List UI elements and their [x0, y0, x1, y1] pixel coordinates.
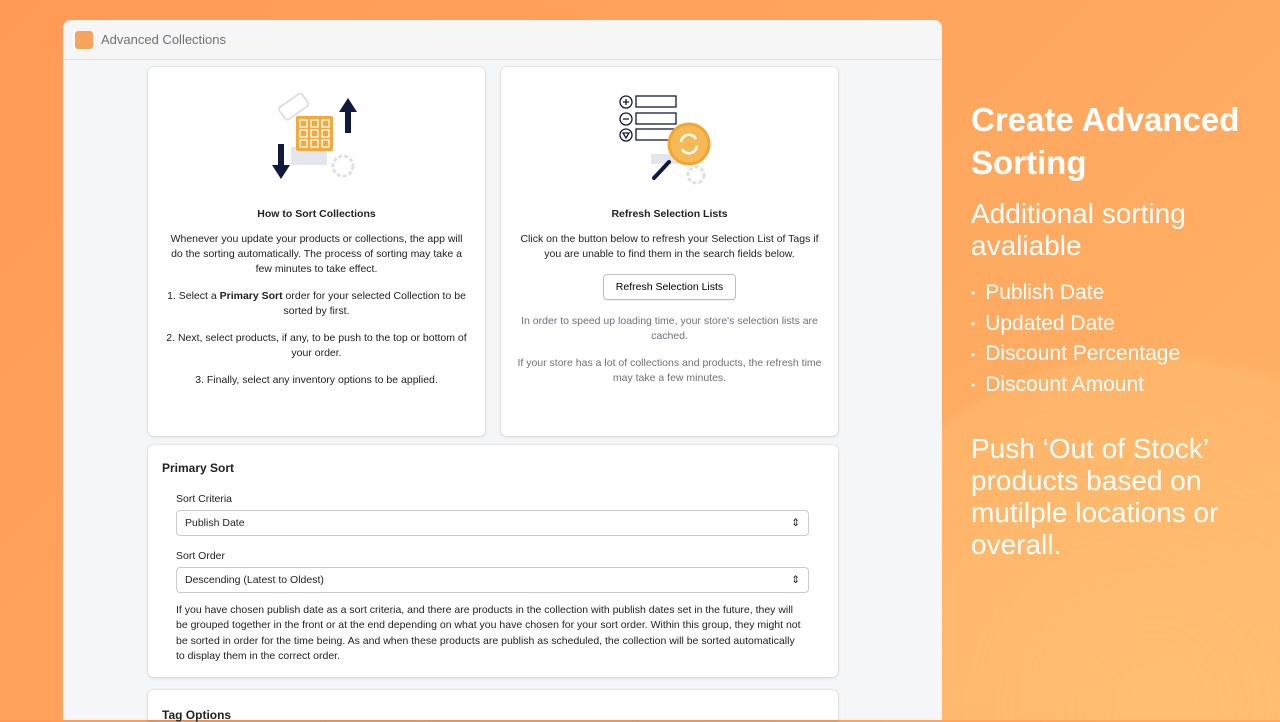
sort-step-2: 2. Next, select products, if any, to be push to the top or bottom of your order.: [166, 332, 467, 359]
tag-options-title: Tag Options: [162, 708, 232, 722]
primary-sort-card: [148, 445, 838, 677]
tag-options-card: [148, 690, 838, 720]
refresh-note-time: If your store has a lot of collections and products, the refresh time may take a few minutes.: [517, 357, 822, 384]
feature-item: • Updated Date: [971, 309, 1261, 340]
sort-instructions-card: [148, 67, 485, 436]
refresh-card-title: Refresh Selection Lists: [611, 208, 728, 220]
primary-sort-title: Primary Sort: [162, 461, 235, 475]
feature-item: • Discount Percentage: [971, 339, 1261, 370]
select-arrows-icon: ⇕: [791, 517, 800, 529]
promo-push-text: Push ‘Out of Stock’ products based on mutilple locations or overall.: [971, 433, 1219, 560]
sort-order-label: Sort Order: [176, 550, 226, 562]
feature-item: • Discount Amount: [971, 370, 1261, 401]
refresh-selection-lists-button[interactable]: Refresh Selection Lists: [603, 274, 736, 300]
app-window: [63, 20, 942, 720]
sort-intro: Whenever you update your products or collections, the app will do the sorting automatically. The process of sorting may take a few minutes to take effect.: [170, 233, 463, 275]
sort-criteria-label: Sort Criteria: [176, 493, 233, 505]
sort-step-3: 3. Finally, select any inventory options to be applied.: [195, 374, 438, 386]
sort-card-title: How to Sort Collections: [257, 208, 376, 220]
refresh-card: [501, 67, 838, 436]
sort-step-1: 1. Select a Primary Sort order for your selected Collection to be sorted by first.: [167, 290, 466, 317]
sort-illustration-icon: [148, 67, 485, 197]
refresh-illustration-icon: [501, 67, 838, 197]
promo-headline: Create Advanced Sorting: [971, 101, 1240, 181]
sort-order-select[interactable]: Descending (Latest to Oldest) ⇕: [176, 567, 809, 593]
primary-sort-description: If you have chosen publish date as a sort criteria, and there are products in the collection with publish dates set in the future, they will be grouped together in the front or at the end depending on what you have chosen for your sort order. Within this group, they might not be sorted in order for the time being. As and when these products are publish as scheduled, the collection will be sorted automatically to display them in the correct order.: [176, 604, 801, 662]
sort-criteria-select[interactable]: Publish Date ⇕: [176, 510, 809, 536]
app-header: [63, 20, 942, 60]
refresh-note-cache: In order to speed up loading time, your store's selection lists are cached.: [521, 315, 818, 342]
app-title: Advanced Collections: [101, 32, 227, 47]
feature-item: • Publish Date: [971, 278, 1261, 309]
refresh-intro: Click on the button below to refresh your Selection List of Tags if you are unable to find them in the search fields below.: [520, 233, 819, 260]
select-arrows-icon: ⇕: [791, 574, 800, 586]
promo-subhead: Additional sorting avaliable: [971, 198, 1186, 261]
promo-feature-list: [971, 278, 1261, 401]
app-logo-icon: [75, 31, 93, 49]
